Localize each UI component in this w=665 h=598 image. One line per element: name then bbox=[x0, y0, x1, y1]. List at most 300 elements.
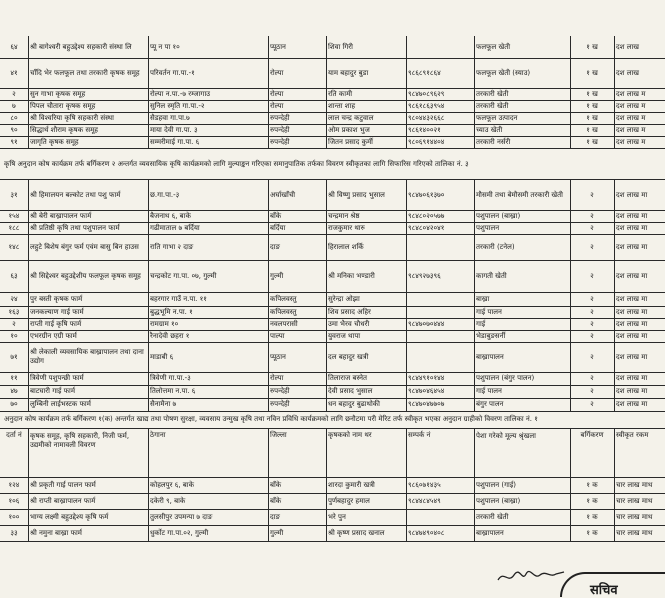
cell-activity: पशुपालन (गाई) bbox=[476, 480, 517, 489]
column-divider bbox=[406, 58, 407, 88]
cell-activity: तरकारी खेती bbox=[476, 89, 509, 98]
cell-category: १ क bbox=[586, 528, 598, 537]
cell-phone: ९८४७०४७७०७ bbox=[408, 400, 445, 408]
column-divider bbox=[474, 372, 475, 385]
cell-amount: स्वीकृत रकम bbox=[616, 431, 649, 439]
cell-category: १ ख bbox=[586, 137, 598, 146]
column-divider bbox=[148, 398, 149, 411]
column-divider bbox=[268, 398, 269, 411]
cell-amount: दश लाख म bbox=[616, 101, 646, 110]
column-divider bbox=[570, 306, 571, 318]
cell-sn: ११ bbox=[10, 374, 18, 382]
column-divider bbox=[614, 477, 615, 493]
column-divider bbox=[570, 429, 571, 477]
column-divider bbox=[570, 342, 571, 372]
column-divider bbox=[148, 342, 149, 372]
cell-contact: याम बहादुर बुडा bbox=[328, 68, 369, 77]
cell-amount: दश लाख मा bbox=[616, 211, 648, 220]
column-divider bbox=[570, 136, 571, 148]
cell-activity: कागती खेती bbox=[476, 271, 507, 280]
column-divider bbox=[326, 493, 327, 509]
column-divider bbox=[570, 509, 571, 525]
column-divider bbox=[268, 112, 269, 124]
cell-sn: १४८ bbox=[8, 242, 20, 251]
cell-amount: दश लाख मा bbox=[616, 352, 648, 361]
column-divider bbox=[28, 477, 29, 493]
cell-category: २ bbox=[590, 242, 594, 251]
cell-district: रुपन्देही bbox=[270, 113, 290, 122]
column-divider bbox=[614, 525, 615, 541]
cell-district: बाँके bbox=[270, 496, 282, 505]
cell-address: बहरगार गाउँ न.पा. ११ bbox=[150, 294, 207, 303]
cell-category: १ ख bbox=[586, 101, 598, 110]
column-divider bbox=[28, 88, 29, 100]
column-divider bbox=[614, 58, 615, 88]
cell-amount: दश लाख मा bbox=[616, 271, 648, 280]
column-divider bbox=[570, 318, 571, 330]
cell-phone: ९८४८०४२०४१ bbox=[408, 223, 445, 232]
cell-phone: ९८४७४९०४०८ bbox=[408, 528, 445, 537]
section3-row bbox=[0, 493, 665, 510]
cell-category: १ ख bbox=[586, 42, 598, 51]
column-divider bbox=[570, 58, 571, 88]
column-divider bbox=[326, 398, 327, 411]
cell-sn: १५४ bbox=[8, 211, 20, 220]
column-divider bbox=[28, 58, 29, 88]
cell-name: कृषक समूह, कृषि सहकारी, निजी फर्म, उद्यमीको नामावली विवरण bbox=[30, 432, 130, 449]
section3-row bbox=[0, 477, 665, 494]
column-divider bbox=[28, 260, 29, 292]
column-divider bbox=[570, 385, 571, 398]
cell-name: चाँदि भेर फलफूल तथा तरकारी कृषक समूह bbox=[30, 68, 140, 77]
column-divider bbox=[570, 398, 571, 411]
section2-row bbox=[0, 342, 665, 373]
cell-address: बैजनाथ ६, बाके bbox=[150, 211, 191, 220]
cell-contact: श्री कृष्ण प्रसाद खनाल bbox=[328, 528, 385, 537]
column-divider bbox=[570, 525, 571, 541]
cell-sn: ८० bbox=[10, 113, 18, 122]
cell-contact: हिरालाल शर्कि bbox=[328, 242, 364, 251]
column-divider bbox=[406, 318, 407, 330]
cell-name: श्री हिमालयन बल्कोट तथा पशु फार्म bbox=[30, 190, 121, 199]
cell-district: रुपन्देही bbox=[270, 125, 290, 134]
column-divider bbox=[148, 493, 149, 509]
cell-activity: तरकारी खेती bbox=[476, 512, 509, 521]
cell-contact: शिवा गिरी bbox=[328, 42, 353, 51]
cell-name: पिपल चौतारा कृषक समूह bbox=[30, 101, 96, 110]
cell-amount: दश लाख मा bbox=[616, 242, 648, 251]
column-divider bbox=[28, 342, 29, 372]
cell-address: बुद्धभूमि न.पा. १ bbox=[150, 307, 193, 316]
column-divider bbox=[614, 36, 615, 58]
cell-sn: १८८ bbox=[8, 223, 20, 232]
column-divider bbox=[268, 58, 269, 88]
cell-address: तिलोत्तमा न.पा. ६ bbox=[150, 387, 196, 395]
cell-address: सैडहवा गा.पा.७ bbox=[150, 113, 190, 122]
cell-category: २ bbox=[590, 331, 594, 340]
cell-sn: २ bbox=[12, 319, 16, 328]
cell-contact: लाल चन्द्र कटुवाल bbox=[328, 113, 374, 122]
cell-activity: मौसमी तथा बेमौसमी तरकारी खेती bbox=[476, 190, 563, 199]
cell-address: तुलसीपुर उपमन्पा ७ दाङ bbox=[150, 512, 213, 521]
column-divider bbox=[326, 222, 327, 234]
cell-name: एभरग्रीन एग्री फार्म bbox=[30, 331, 77, 340]
column-divider bbox=[28, 124, 29, 136]
column-divider bbox=[570, 477, 571, 493]
column-divider bbox=[268, 36, 269, 58]
cell-address: कोहलपुर ६, बाके bbox=[150, 480, 194, 489]
cell-amount: दश लाख bbox=[616, 42, 639, 51]
section1-row bbox=[0, 136, 665, 149]
cell-activity: च्याउ खेती bbox=[476, 125, 503, 134]
cell-contact: शान्ता शाह bbox=[328, 101, 356, 110]
column-divider bbox=[614, 100, 615, 112]
column-divider bbox=[326, 292, 327, 306]
column-divider bbox=[148, 210, 149, 222]
column-divider bbox=[614, 493, 615, 509]
column-divider bbox=[28, 330, 29, 342]
column-divider bbox=[268, 477, 269, 493]
cell-name: श्री प्रकृती गाई पालन फार्म bbox=[30, 480, 96, 489]
column-divider bbox=[474, 477, 475, 493]
column-divider bbox=[570, 180, 571, 210]
cell-name: श्री बागेश्वरी बहुउद्देश्य सहकारी संस्था लि bbox=[30, 42, 132, 51]
column-divider bbox=[268, 525, 269, 541]
cell-category: २ bbox=[590, 387, 594, 395]
column-divider bbox=[406, 342, 407, 372]
column-divider bbox=[268, 429, 269, 477]
cell-address: गढीमाताल ७ बर्दिया bbox=[150, 223, 200, 232]
column-divider bbox=[326, 210, 327, 222]
cell-contact: ओम प्रकाश भुज bbox=[328, 125, 370, 134]
column-divider bbox=[570, 260, 571, 292]
cell-contact: उमा भैरव चौधरी bbox=[328, 319, 370, 328]
cell-contact: कृषकको नाम थर bbox=[328, 431, 372, 439]
cell-activity: तरकारी खेती bbox=[476, 101, 509, 110]
column-divider bbox=[474, 330, 475, 342]
column-divider bbox=[268, 260, 269, 292]
cell-activity: पशुपालन (बाख्रा) bbox=[476, 211, 521, 220]
column-divider bbox=[28, 292, 29, 306]
column-divider bbox=[614, 330, 615, 342]
cell-address: ठेगाना bbox=[150, 431, 166, 439]
cell-sn: दर्ता नं bbox=[6, 431, 22, 439]
cell-activity: फलफूल खेती bbox=[476, 42, 511, 51]
column-divider bbox=[148, 292, 149, 306]
cell-phone: ९८४७०६१३७० bbox=[408, 190, 445, 199]
column-divider bbox=[268, 234, 269, 260]
cell-activity: फलफूल उत्पादन bbox=[476, 113, 518, 122]
cell-sn: ९० bbox=[10, 125, 18, 134]
column-divider bbox=[570, 36, 571, 58]
cell-phone bbox=[406, 36, 474, 58]
cell-district: रुपन्देही bbox=[270, 400, 290, 408]
section2-row bbox=[0, 260, 665, 293]
cell-address: सम्मरीमाई गा.पा. ६ bbox=[150, 137, 200, 146]
column-divider bbox=[148, 36, 149, 58]
cell-sn: १०६ bbox=[8, 496, 20, 505]
column-divider bbox=[474, 222, 475, 234]
column-divider bbox=[326, 429, 327, 477]
column-divider bbox=[406, 234, 407, 260]
cell-address: माडाबी ६ bbox=[150, 352, 174, 361]
column-divider bbox=[148, 318, 149, 330]
column-divider bbox=[570, 112, 571, 124]
column-divider bbox=[268, 180, 269, 210]
cell-sn: १२४ bbox=[8, 480, 20, 489]
column-divider bbox=[326, 112, 327, 124]
column-divider bbox=[570, 292, 571, 306]
column-divider bbox=[268, 292, 269, 306]
cell-category: २ bbox=[590, 319, 594, 328]
cell-sn: ७० bbox=[10, 400, 18, 408]
table-caption: कृषि अनुदान कोष कार्यक्रम तर्फ बर्गिकरण २ अन्तर्गत व्यवसायिक कृषि कार्यक्रमको लागि मुल्याङ्कन गरिएका समानुपातिक तर्फका विवरण स्वीकृतका लागि सिफारिस गरिएको तालिका नं. ३ bbox=[0, 150, 665, 180]
cell-category: १ क bbox=[586, 512, 598, 521]
column-divider bbox=[474, 234, 475, 260]
column-divider bbox=[474, 112, 475, 124]
column-divider bbox=[474, 509, 475, 525]
cell-sn: ४७ bbox=[10, 387, 18, 395]
cell-address: प्यू न पा १० bbox=[150, 42, 180, 51]
column-divider bbox=[148, 222, 149, 234]
cell-district: रुपन्देही bbox=[270, 137, 290, 146]
cell-category: बर्गिकरण bbox=[580, 431, 604, 439]
column-divider bbox=[474, 398, 475, 411]
column-divider bbox=[570, 372, 571, 385]
cell-amount: दश लाख म bbox=[616, 125, 646, 134]
section1-row bbox=[0, 58, 665, 89]
column-divider bbox=[474, 260, 475, 292]
cell-sn: ६३ bbox=[10, 271, 18, 280]
cell-name: लुम्बिनी लाईभस्टक फार्म bbox=[30, 400, 91, 408]
column-divider bbox=[570, 88, 571, 100]
cell-district: कपिलवस्तु bbox=[270, 294, 297, 303]
cell-address: माया देवी गा.पा. ३ bbox=[150, 125, 198, 134]
cell-address: सुनिल स्मृति गा.पा.-२ bbox=[150, 101, 205, 110]
cell-sn: २ bbox=[12, 89, 16, 98]
cell-name: जागृति कृषक समूह bbox=[30, 137, 79, 146]
cell-name: राप्ती गाई कृषि फार्म bbox=[30, 319, 82, 328]
column-divider bbox=[268, 100, 269, 112]
cell-phone: ९८०६९१४४०४ bbox=[408, 137, 445, 146]
section3-row bbox=[0, 509, 665, 526]
column-divider bbox=[148, 330, 149, 342]
column-divider bbox=[614, 429, 615, 477]
section2-row bbox=[0, 398, 665, 412]
column-divider bbox=[268, 124, 269, 136]
cell-phone: ९८०४४३२६६८ bbox=[408, 113, 445, 122]
cell-sn: ३३ bbox=[10, 528, 18, 537]
cell-address: चन्द्रकोट गा.पा. ०७, गुल्मी bbox=[150, 271, 217, 280]
column-divider bbox=[614, 136, 615, 148]
cell-activity: पशुपालन bbox=[476, 223, 500, 232]
column-divider bbox=[326, 124, 327, 136]
table-caption: अनुदान कोष कार्यक्रम तर्फ बर्गिकरण १(क) अन्तर्गत खाद्य तथा पोषण सुरक्षा, व्यवसाय उन्मुख कृषि तथा नविन प्रविधि कार्यक्रमको लागि छनौटमा परी मेरिट तर्फ स्वीकृत भएका अनुदान ग्राहीको विवरण तालिका नं. १ bbox=[0, 411, 665, 429]
column-divider bbox=[268, 330, 269, 342]
column-divider bbox=[406, 210, 407, 222]
column-divider bbox=[614, 260, 615, 292]
cell-district: अर्घाखाँची bbox=[270, 190, 296, 199]
column-divider bbox=[570, 100, 571, 112]
column-divider bbox=[28, 306, 29, 318]
cell-phone bbox=[406, 509, 474, 525]
column-divider bbox=[148, 58, 149, 88]
column-divider bbox=[614, 372, 615, 385]
cell-district: जिल्ला bbox=[270, 431, 287, 439]
column-divider bbox=[28, 493, 29, 509]
cell-category: २ bbox=[590, 400, 594, 408]
cell-activity: फलफूल खेती (स्याउ) bbox=[476, 68, 531, 77]
cell-amount: चार लाख माथ bbox=[616, 480, 653, 489]
column-divider bbox=[268, 318, 269, 330]
cell-phone: सम्पर्क नं bbox=[408, 431, 431, 439]
column-divider bbox=[326, 88, 327, 100]
section1-row bbox=[0, 36, 665, 59]
cell-phone bbox=[406, 330, 474, 342]
column-divider bbox=[474, 136, 475, 148]
column-divider bbox=[326, 136, 327, 148]
column-divider bbox=[326, 330, 327, 342]
cell-district: रोल्पा bbox=[270, 89, 284, 98]
cell-category: १ क bbox=[586, 480, 598, 489]
cell-address: परिवर्तन गा.पा.-१ bbox=[150, 68, 195, 77]
cell-category: १ ख bbox=[586, 68, 598, 77]
cell-district: रोल्पा bbox=[270, 101, 284, 110]
column-divider bbox=[268, 88, 269, 100]
column-divider bbox=[326, 260, 327, 292]
column-divider bbox=[614, 180, 615, 210]
cell-amount: दश लाख bbox=[616, 68, 639, 77]
cell-category: २ bbox=[590, 307, 594, 316]
column-divider bbox=[268, 385, 269, 398]
cell-category: २ bbox=[590, 271, 594, 280]
cell-activity: पशुपालन (बंगुर पालन) bbox=[476, 374, 535, 382]
column-divider bbox=[474, 306, 475, 318]
cell-contact: युवराज थापा bbox=[328, 331, 361, 340]
column-divider bbox=[326, 385, 327, 398]
column-divider bbox=[406, 222, 407, 234]
section2-row bbox=[0, 372, 665, 386]
column-divider bbox=[326, 318, 327, 330]
column-divider bbox=[406, 429, 407, 477]
cell-name: श्री नमुना बाख्रा फार्म bbox=[30, 528, 82, 537]
column-divider bbox=[406, 260, 407, 292]
cell-sn: २४ bbox=[10, 294, 18, 303]
cell-activity: बाख्रापालन bbox=[476, 352, 504, 361]
column-divider bbox=[28, 234, 29, 260]
cell-phone: ९८६१८६३९५४ bbox=[408, 101, 445, 110]
cell-address: धुर्कोट गा.पा.०२, गुल्मी bbox=[150, 528, 209, 537]
section3-row bbox=[0, 525, 665, 542]
cell-category: २ bbox=[590, 352, 594, 361]
column-divider bbox=[28, 36, 29, 58]
column-divider bbox=[474, 180, 475, 210]
column-divider bbox=[148, 112, 149, 124]
cell-sn: ७१ bbox=[10, 352, 18, 361]
cell-contact: रति कामी bbox=[328, 89, 353, 98]
cell-activity: बंगुर पालन bbox=[476, 400, 504, 408]
cell-amount: दश लाख मा bbox=[616, 294, 648, 303]
cell-contact: पुर्णबहादुर हमाल bbox=[328, 496, 370, 505]
cell-activity: गाई पालन bbox=[476, 307, 502, 316]
column-divider bbox=[268, 372, 269, 385]
cell-amount: दश लाख मा bbox=[616, 307, 648, 316]
column-divider bbox=[326, 372, 327, 385]
cell-name: जनकल्याण गाई फार्म bbox=[30, 307, 84, 316]
cell-amount: दश लाख मा bbox=[616, 387, 648, 395]
column-divider bbox=[614, 88, 615, 100]
cell-district: गुल्मी bbox=[270, 528, 284, 537]
handwritten-signature bbox=[496, 566, 566, 588]
column-divider bbox=[326, 58, 327, 88]
column-divider bbox=[474, 88, 475, 100]
column-divider bbox=[28, 509, 29, 525]
column-divider bbox=[614, 210, 615, 222]
column-divider bbox=[406, 36, 407, 58]
column-divider bbox=[474, 525, 475, 541]
column-divider bbox=[148, 429, 149, 477]
cell-sn: ७ bbox=[12, 101, 16, 110]
stamp-label: सचिव bbox=[590, 583, 618, 598]
cell-category: १ ख bbox=[586, 113, 598, 122]
cell-address: रोल्पा न.पा.-७ रम्जागाउ bbox=[150, 89, 210, 98]
cell-category: १ ख bbox=[586, 125, 598, 134]
cell-sn: ४१ bbox=[10, 68, 18, 77]
column-divider bbox=[406, 493, 407, 509]
column-divider bbox=[406, 398, 407, 411]
cell-activity: पशुपालन (बाख्रा) bbox=[476, 496, 521, 505]
cell-amount: चार लाख माथ bbox=[616, 496, 653, 505]
column-divider bbox=[614, 234, 615, 260]
column-divider bbox=[614, 318, 615, 330]
cell-district: नवलपरासी bbox=[270, 319, 298, 328]
cell-phone bbox=[406, 342, 474, 372]
cell-activity: बाख्रा bbox=[476, 294, 490, 303]
cell-name: बाटघारी गाई फार्म bbox=[30, 387, 76, 395]
section2-row bbox=[0, 180, 665, 211]
column-divider bbox=[474, 100, 475, 112]
cell-category: २ bbox=[590, 223, 594, 232]
cell-address: रैनादेवी छहरा १ bbox=[150, 331, 190, 340]
cell-district: रोल्पा bbox=[270, 374, 284, 382]
column-divider bbox=[406, 100, 407, 112]
cell-category: १ क bbox=[586, 496, 598, 505]
column-divider bbox=[474, 124, 475, 136]
column-divider bbox=[406, 112, 407, 124]
cell-phone: ९८६०७१४३५ bbox=[408, 480, 441, 489]
cell-amount: दश लाख म bbox=[616, 137, 646, 146]
cell-activity: बाख्रापालन bbox=[476, 528, 504, 537]
cell-activity: तरकारी (टनेल) bbox=[476, 242, 515, 251]
cell-district: प्यूठान bbox=[270, 352, 286, 361]
cell-contact: धन बहादुर बुढाथोकी bbox=[328, 400, 380, 408]
column-divider bbox=[406, 477, 407, 493]
cell-contact: श्री विष्णु प्रसाद भुसाल bbox=[328, 190, 385, 199]
cell-phone: ९८४८०२०५७७ bbox=[408, 211, 445, 220]
cell-amount: दश लाख मा bbox=[616, 223, 648, 232]
column-divider bbox=[148, 525, 149, 541]
cell-contact: दल बहादुर खत्री bbox=[328, 352, 369, 361]
column-divider bbox=[614, 222, 615, 234]
cell-amount: दश लाख म bbox=[616, 89, 646, 98]
cell-amount: चार लाख माथ bbox=[616, 512, 653, 521]
column-divider bbox=[326, 306, 327, 318]
column-divider bbox=[474, 292, 475, 306]
column-divider bbox=[406, 292, 407, 306]
cell-phone: ९८४४९१०१४४ bbox=[408, 374, 445, 382]
column-divider bbox=[148, 88, 149, 100]
cell-district: बर्दिया bbox=[270, 223, 286, 232]
